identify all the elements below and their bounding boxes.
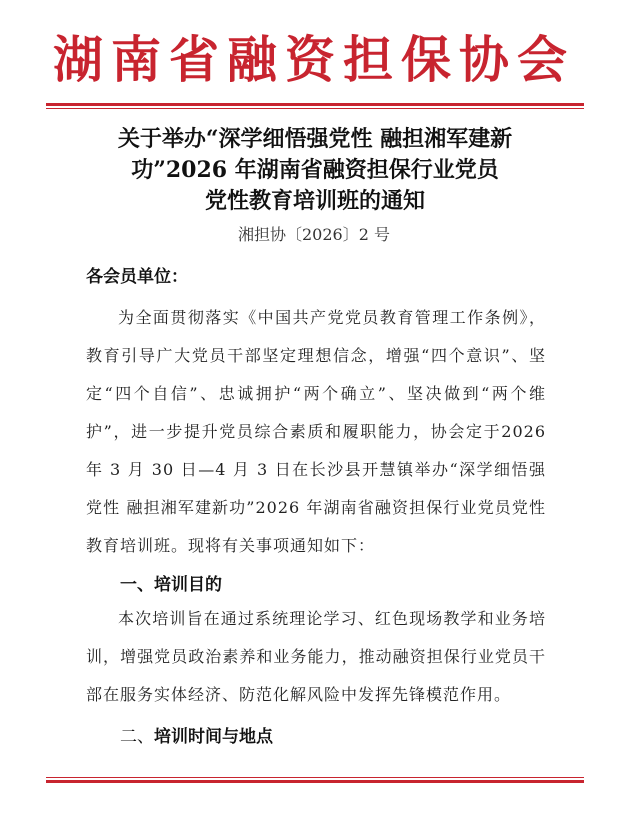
letterhead-rule-thin bbox=[46, 108, 584, 109]
section-2-title: 培训时间与地点 bbox=[154, 727, 273, 747]
letterhead-org-name: 湖南省融资担保协会 bbox=[53, 30, 575, 89]
footer-rule-thin bbox=[46, 777, 584, 778]
body-paragraph-1: 为全面贯彻落实《中国共产党党员教育管理工作条例》，教育引导广大党员干部坚定理想信念，增强“四个意识”、坚定“四个自信”、忠诚拥护“两个确立”、坚决做到“两个维护”，进一步提升党员综合素质和履职能力，协会定于2026 年 3 月 30 日—4 月 3 日在长沙县开慧镇举办“深学细悟强党性 融担湘军建新功”2026 年湖南省融资担保行业党员党性教育培训班。现将有关事项通知如下： bbox=[86, 308, 546, 555]
salutation: 各会员单位： bbox=[86, 267, 188, 287]
document-number: 湘担协〔2026〕2 号 bbox=[238, 225, 390, 244]
title-line-3: 党性教育培训班的通知 bbox=[204, 188, 425, 214]
document-title bbox=[70, 124, 560, 217]
title-line-2: 功”2026 年湖南省融资担保行业党员 bbox=[131, 157, 499, 183]
section-2-heading bbox=[120, 722, 273, 747]
footer-rule-thick bbox=[46, 780, 584, 783]
letterhead-rule-thick bbox=[46, 103, 584, 106]
title-line-1: 关于举办“深学细悟强党性 融担湘军建新 bbox=[117, 126, 513, 152]
body-paragraph-2: 本次培训旨在通过系统理论学习、红色现场教学和业务培训，增强党员政治素养和业务能力，推动融资担保行业党员干部在服务实体经济、防范化解风险中发挥先锋模范作用。 bbox=[86, 609, 546, 704]
section-1-heading: 一、培训目的 bbox=[120, 575, 222, 595]
section-2-number: 二、 bbox=[120, 727, 154, 747]
